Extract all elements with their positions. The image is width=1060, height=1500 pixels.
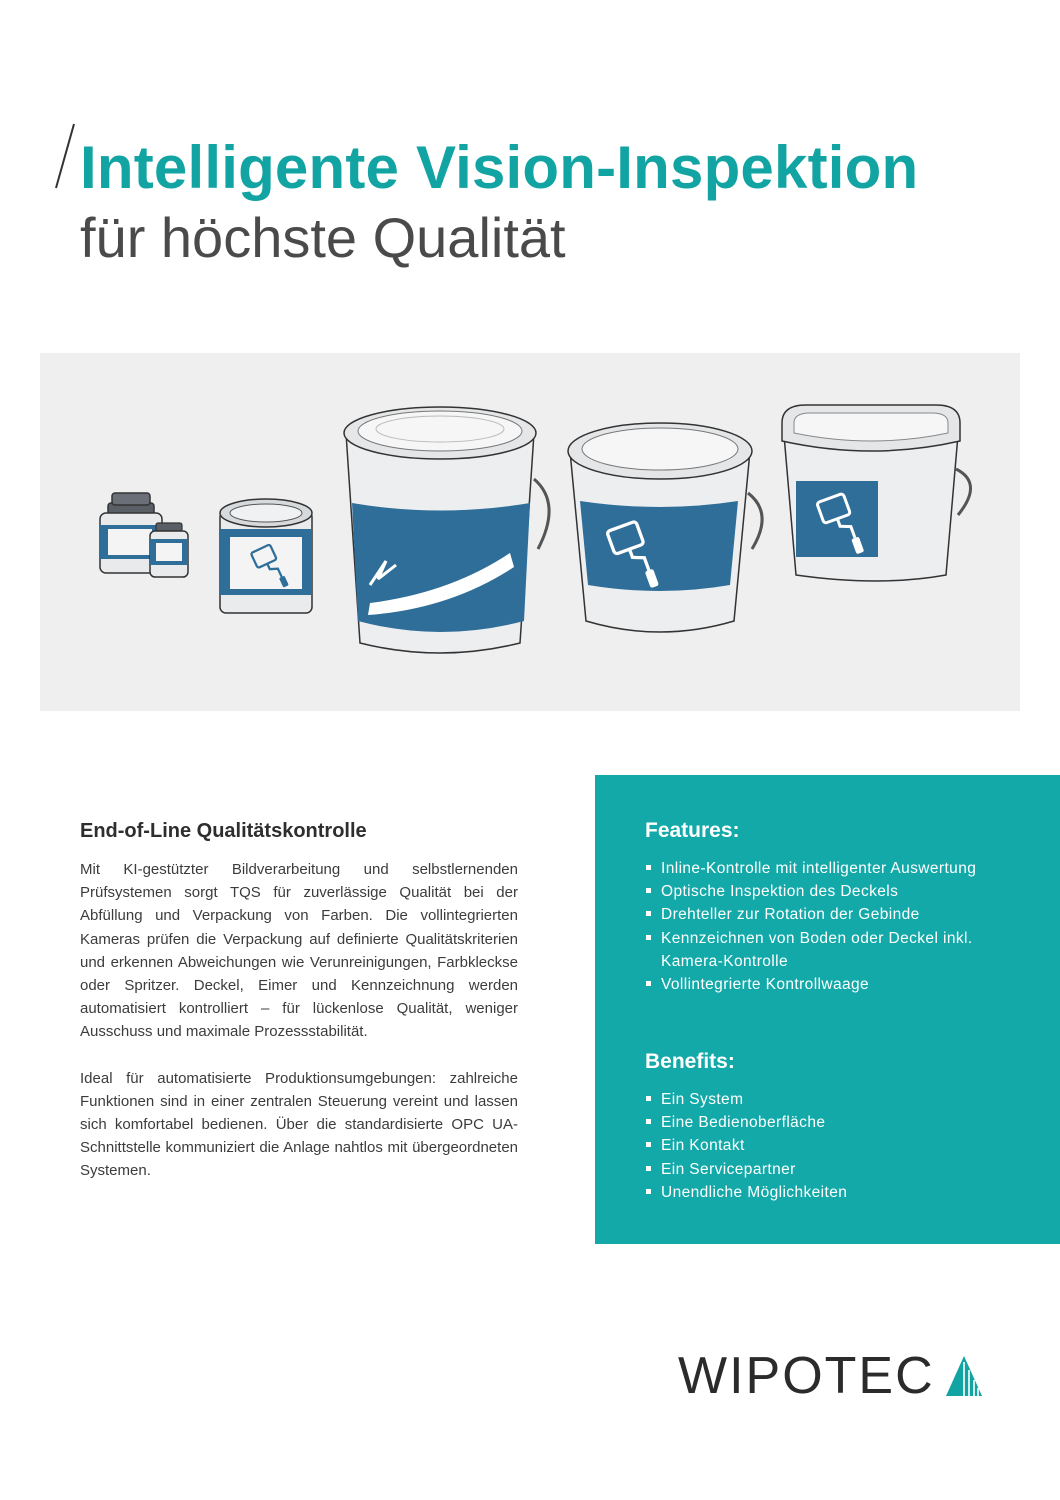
feature-item bbox=[645, 857, 995, 880]
feature-text: Inline-Kontrolle mit intelligenter Auswertung bbox=[661, 860, 977, 877]
bullet-icon bbox=[646, 935, 651, 940]
oval-bucket-icon bbox=[568, 423, 762, 632]
benefit-item bbox=[645, 1134, 995, 1157]
title-slash-decoration bbox=[50, 122, 80, 192]
feature-text: Optische Inspektion des Deckels bbox=[661, 883, 899, 901]
feature-text: Vollintegrierte Kontrollwaage bbox=[661, 976, 870, 994]
feature-item bbox=[645, 903, 995, 926]
feature-text: Drehteller zur Rotation der Gebinde bbox=[661, 906, 920, 924]
bullet-icon bbox=[646, 981, 651, 986]
bullet-icon bbox=[646, 1166, 651, 1171]
intro-heading: End-of-Line Qualitätskontrolle bbox=[80, 820, 367, 842]
feature-item bbox=[645, 927, 995, 973]
benefit-text: Ein Kontakt bbox=[661, 1137, 745, 1155]
bullet-icon bbox=[646, 911, 651, 916]
logo-triangle-icon bbox=[944, 1354, 984, 1398]
paint-can-icon bbox=[220, 499, 312, 613]
hero-illustration bbox=[40, 353, 1020, 711]
intro-paragraph: Ideal für automatisierte Produktionsumgebungen: zahlreiche Funktionen sind in einer zentralen Steuerung vereint und lassen sich komfortabel bedienen. Über die standardisierte OPC UA-Schnittstelle kommuniziert die Anlage nahtlos mit übergeordneten Systemen. bbox=[80, 1069, 518, 1180]
square-bucket-icon bbox=[782, 405, 971, 581]
feature-item bbox=[645, 880, 995, 903]
benefits-heading: Benefits: bbox=[645, 1050, 735, 1073]
benefit-text: Ein System bbox=[661, 1091, 744, 1108]
features-benefits-panel bbox=[595, 775, 1060, 1244]
bullet-icon bbox=[646, 888, 651, 893]
small-cans-icon bbox=[100, 493, 188, 577]
logo-text: WIPOTEC bbox=[678, 1347, 935, 1405]
features-heading: Features: bbox=[645, 819, 740, 842]
bullet-icon bbox=[646, 1189, 651, 1194]
benefit-item bbox=[645, 1181, 995, 1204]
bullet-icon bbox=[646, 865, 651, 870]
page-title: Intelligente Vision-Inspektion bbox=[80, 134, 919, 201]
benefit-item bbox=[645, 1158, 995, 1181]
benefit-text: Unendliche Möglichkeiten bbox=[661, 1183, 848, 1201]
round-bucket-icon bbox=[344, 407, 549, 653]
bullet-icon bbox=[646, 1096, 651, 1101]
page-subtitle: für höchste Qualität bbox=[80, 206, 566, 269]
benefit-text: Ein Servicepartner bbox=[661, 1160, 796, 1178]
feature-item bbox=[645, 973, 995, 996]
benefit-item bbox=[645, 1088, 995, 1111]
brand-logo bbox=[678, 1346, 988, 1406]
bullet-icon bbox=[646, 1119, 651, 1124]
feature-text: Kennzeichnen von Boden oder Deckel inkl. Kamera-Kontrolle bbox=[661, 929, 973, 970]
intro-section bbox=[80, 816, 518, 1183]
intro-paragraph: Mit KI-gestützter Bildverarbeitung und selbstlernenden Prüfsystemen sorgt TQS für zuverlässige Qualität bei der Abfüllung und Verpackung von Farben. Die vollintegrierten Kameras prüfen die Verpackung auf definierte Qualitätskriterien und erkennen Abweichungen wie Verunreinigungen, Farbkleckse oder Spritzer. Deckel, Eimer und Kennzeichnung werden automatisiert kontrolliert – für lückenlose Qualität, weniger Ausschuss und maximale Prozessstabilität. bbox=[80, 861, 518, 1041]
bullet-icon bbox=[646, 1142, 651, 1147]
benefits-list bbox=[645, 1088, 995, 1204]
benefit-item bbox=[645, 1111, 995, 1134]
benefit-text: Eine Bedienoberfläche bbox=[661, 1114, 826, 1132]
features-list bbox=[645, 857, 995, 996]
